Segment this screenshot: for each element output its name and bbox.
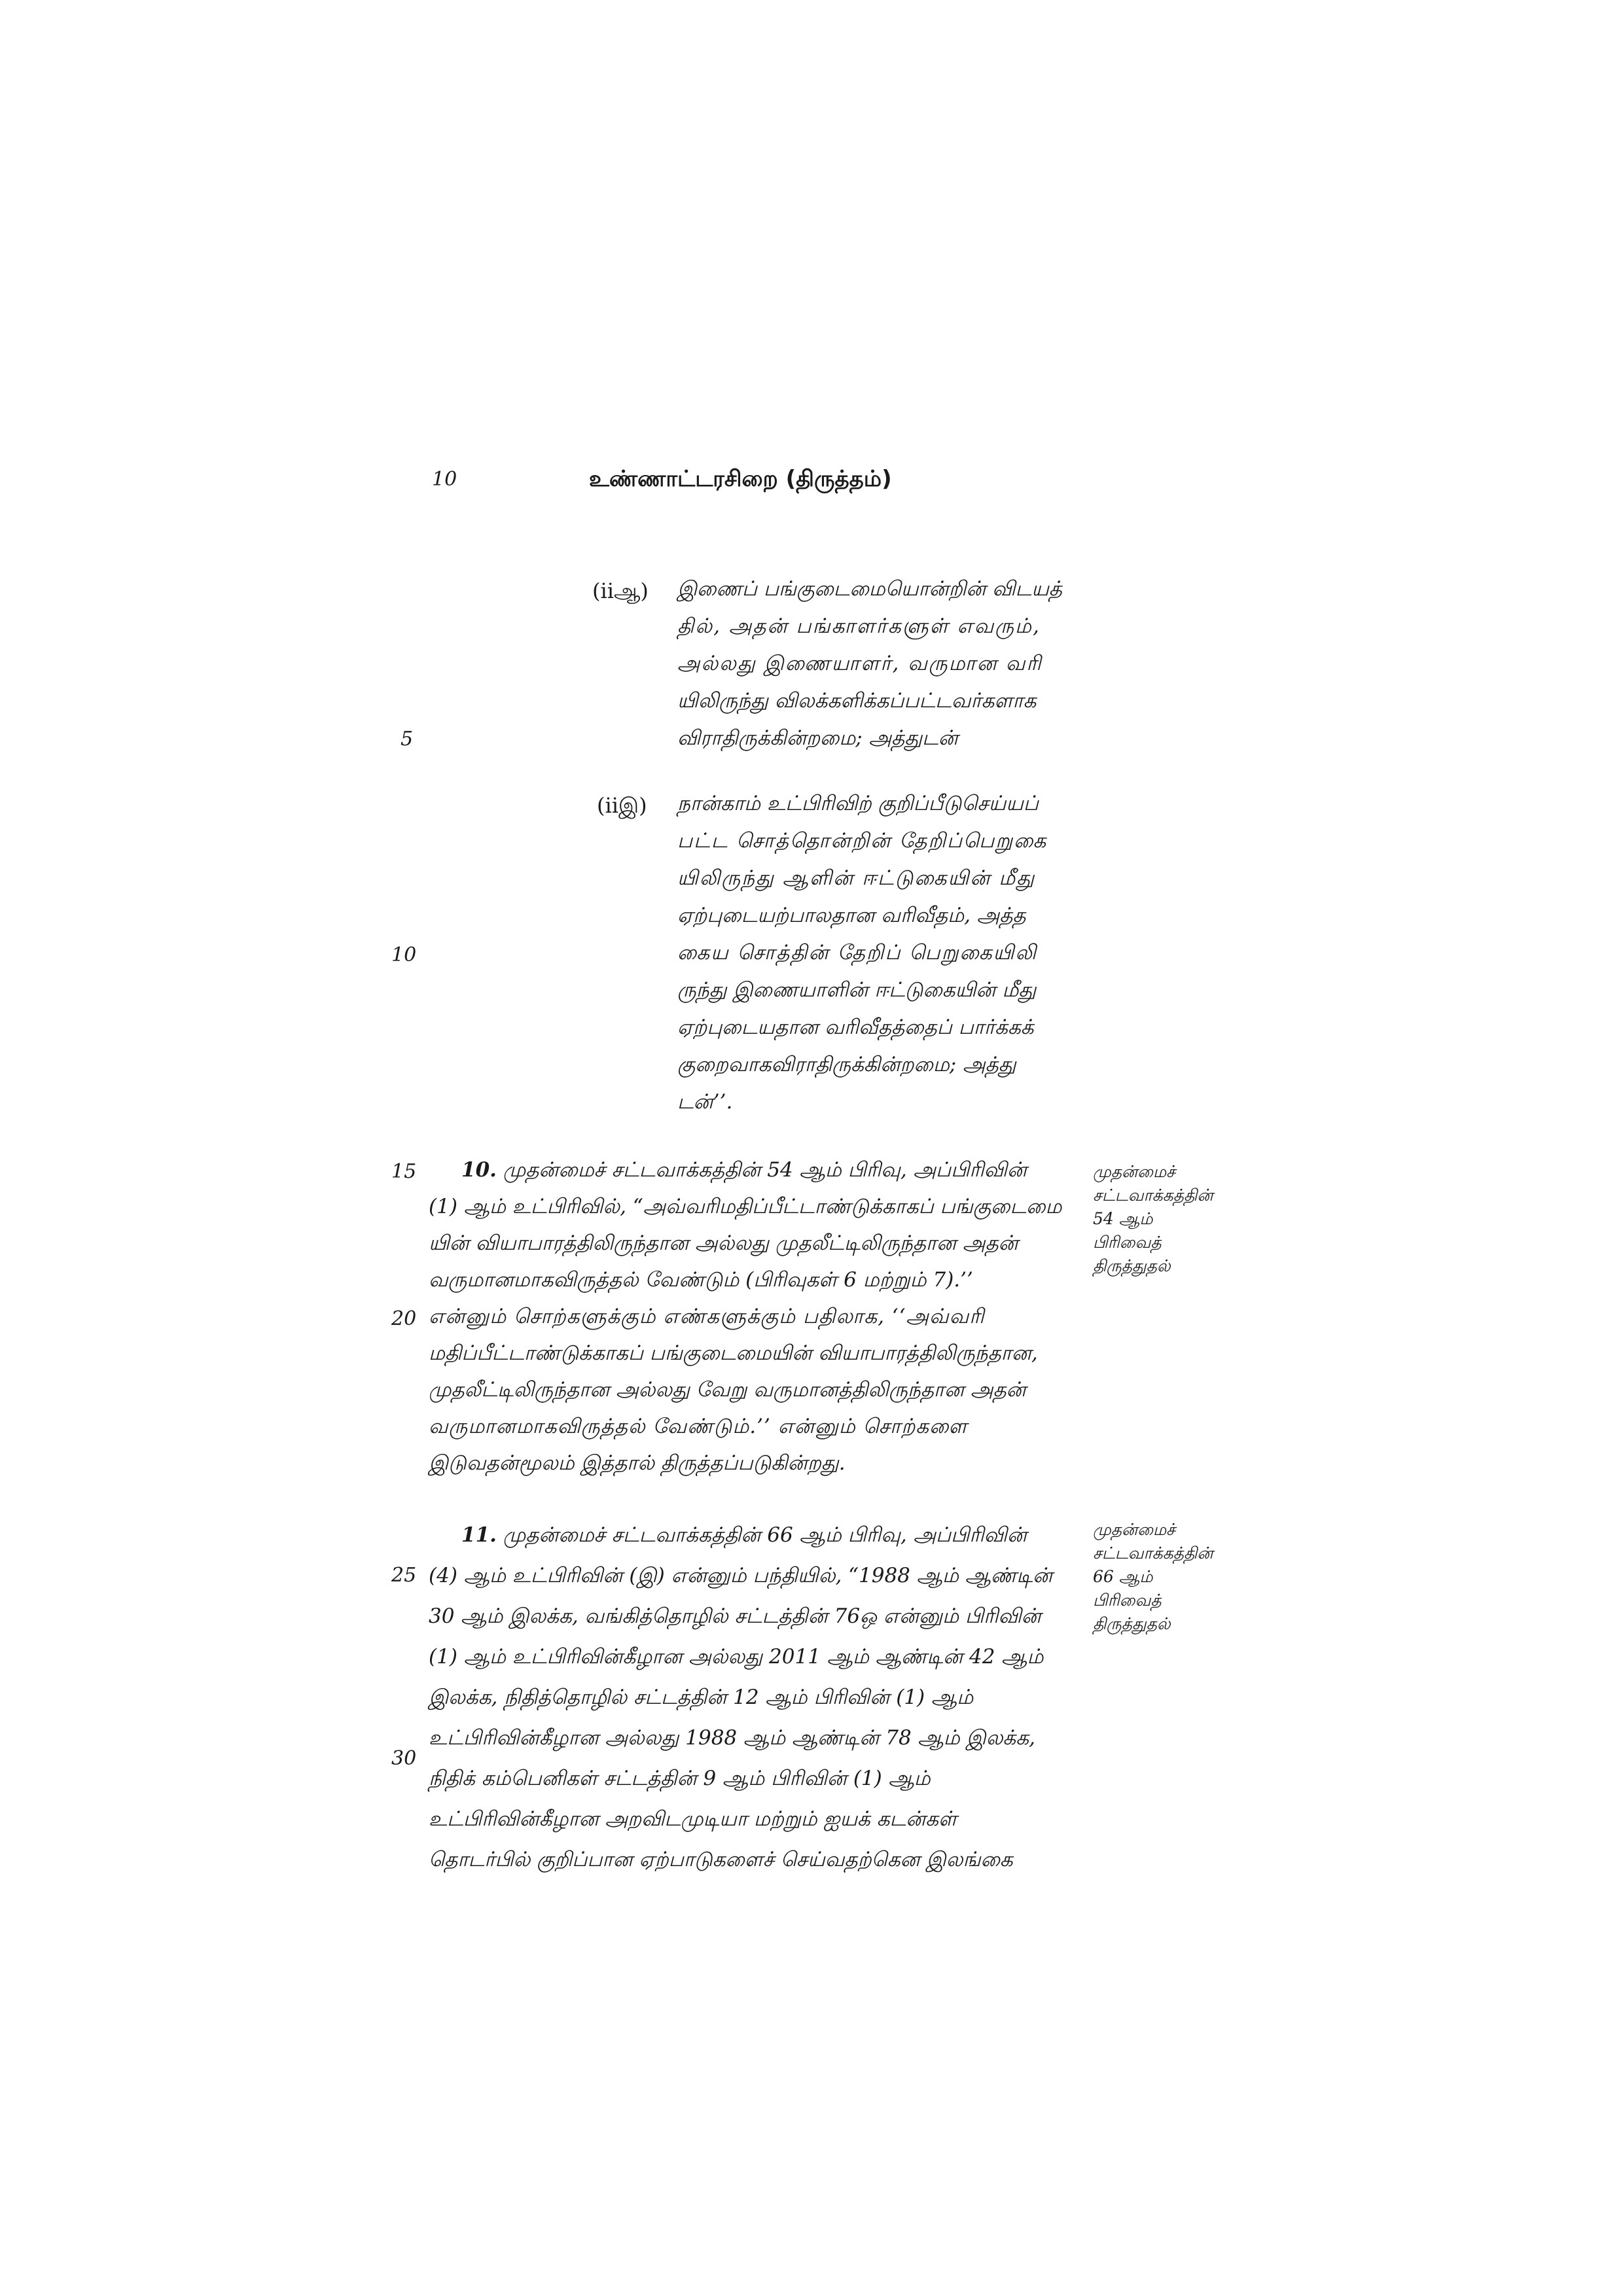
clause-line: நான்காம் உட்பிரிவிற் குறிப்பீடுசெய்யப் (677, 792, 1039, 815)
clause-line: விராதிருக்கின்றமை; அத்துடன் (677, 726, 958, 750)
clause-line: குறைவாகவிராதிருக்கின்றமை; அத்து (677, 1053, 1016, 1076)
section-line: நிதிக் கம்பெனிகள் சட்டத்தின் 9 ஆம் பிரிவின் (1) ஆம் (429, 1767, 931, 1790)
section-line: உட்பிரிவின்கீழான அல்லது 1988 ஆம் ஆண்டின் 78 ஆம் இலக்க, (429, 1726, 1035, 1750)
section-line: யின் வியாபாரத்திலிருந்தான அல்லது முதலீட்டிலிருந்தான அதன் (429, 1231, 1018, 1255)
section-first-line (461, 1158, 1027, 1184)
clause-line: ஏற்புடையற்பாலதான வரிவீதம், அத்த (677, 904, 1026, 927)
margin-note-line: திருத்துதல் (1093, 1614, 1171, 1633)
clause-line: யிலிருந்து விலக்களிக்கப்பட்டவர்களாக (677, 689, 1037, 713)
page-number: 10 (432, 468, 457, 491)
margin-note-line: திருத்துதல் (1093, 1256, 1171, 1275)
clause-line: ருந்து இணையாளின் ஈட்டுகையின் மீது (677, 978, 1037, 1002)
line-number-15: 15 (391, 1160, 417, 1183)
clause-line: ஏற்புடையதான வரிவீதத்தைப் பார்க்கக் (677, 1016, 1034, 1039)
clause-line: கைய சொத்தின் தேறிப் பெறுகையிலி (677, 941, 1038, 964)
section-line: (4) ஆம் உட்பிரிவின் (இ) என்னும் பந்தியில், “1988 ஆம் ஆண்டின் (429, 1564, 1053, 1587)
section-10-margin-note (1093, 1160, 1213, 1278)
section-number: 10. (461, 1158, 497, 1182)
section-line: வருமானமாகவிருத்தல் வேண்டும்.’’ என்னும் சொற்களை (429, 1415, 968, 1438)
page-title: உண்ணாட்டரசிறை (திருத்தம்) (589, 466, 892, 492)
section-line: இலக்க, நிதித்தொழில் சட்டத்தின் 12 ஆம் பிரிவின் (1) ஆம் (429, 1686, 974, 1709)
section-line: வருமானமாகவிருத்தல் வேண்டும் (பிரிவுகள் 6 மற்றும் 7).’’ (429, 1268, 973, 1292)
section-line: தொடர்பில் குறிப்பான ஏற்பாடுகளைச் செய்வதற்கென இலங்கை (429, 1848, 1013, 1871)
clause-line: இணைப் பங்குடைமையொன்றின் விடயத் (677, 577, 1063, 601)
section-11-margin-note (1093, 1518, 1213, 1636)
clause-line: டன்’’. (677, 1090, 733, 1114)
section-line: உட்பிரிவின்கீழான அறவிடமுடியா மற்றும் ஐயக் கடன்கள் (429, 1807, 957, 1831)
section-line: இடுவதன்மூலம் இத்தால் திருத்தப்படுகின்றது. (429, 1451, 846, 1475)
margin-note-line: 66 ஆம் (1093, 1567, 1153, 1586)
margin-note-line: பிரிவைத் (1093, 1591, 1162, 1610)
section-first-line (461, 1523, 1027, 1549)
section-line: என்னும் சொற்களுக்கும் எண்களுக்கும் பதிலாக, ‘‘அவ்வரி (429, 1305, 985, 1328)
section-line: (1) ஆம் உட்பிரிவில், “அவ்வரிமதிப்பீட்டாண்டுக்காகப் பங்குடைமை (429, 1195, 1062, 1218)
section-line: 30 ஆம் இலக்க, வங்கித்தொழில் சட்டத்தின் 76ஒ என்னும் பிரிவின் (429, 1604, 1041, 1628)
section-line: (1) ஆம் உட்பிரிவின்கீழான அல்லது 2011 ஆம் ஆண்டின் 42 ஆம் (429, 1645, 1044, 1669)
line-number-30: 30 (391, 1747, 417, 1770)
clause-line: அல்லது இணையாளர், வருமான வரி (677, 652, 1043, 675)
section-number: 11. (461, 1523, 497, 1547)
clause-ii-i-label: (iiஇ) (597, 793, 647, 818)
margin-note-line: முதன்மைச் (1093, 1520, 1175, 1539)
margin-note-line: சட்டவாக்கத்தின் (1093, 1544, 1213, 1563)
margin-note-line: முதன்மைச் (1093, 1162, 1175, 1181)
margin-note-line: பிரிவைத் (1093, 1233, 1162, 1252)
clause-line: தில், அதன் பங்காளர்களுள் எவரும், (677, 614, 1041, 638)
section-lead-text: முதன்மைச் சட்டவாக்கத்தின் 66 ஆம் பிரிவு, அப்பிரிவின் (503, 1523, 1027, 1547)
line-number-10: 10 (391, 944, 417, 966)
margin-note-line: சட்டவாக்கத்தின் (1093, 1186, 1213, 1205)
clause-ii-aa-label: (iiஆ) (592, 578, 649, 603)
section-line: முதலீட்டிலிருந்தான அல்லது வேறு வருமானத்திலிருந்தான அதன் (429, 1378, 1026, 1402)
line-number-5: 5 (401, 728, 414, 751)
line-number-25: 25 (391, 1564, 417, 1587)
section-line: மதிப்பீட்டாண்டுக்காகப் பங்குடைமையின் வியாபாரத்திலிருந்தான, (429, 1341, 1038, 1365)
clause-line: பட்ட சொத்தொன்றின் தேறிப்பெறுகை (677, 829, 1048, 853)
section-lead-text: முதன்மைச் சட்டவாக்கத்தின் 54 ஆம் பிரிவு, அப்பிரிவின் (503, 1158, 1027, 1182)
line-number-20: 20 (391, 1307, 417, 1330)
clause-line: யிலிருந்து ஆளின் ஈட்டுகையின் மீது (677, 866, 1036, 890)
margin-note-line: 54 ஆம் (1093, 1209, 1153, 1228)
